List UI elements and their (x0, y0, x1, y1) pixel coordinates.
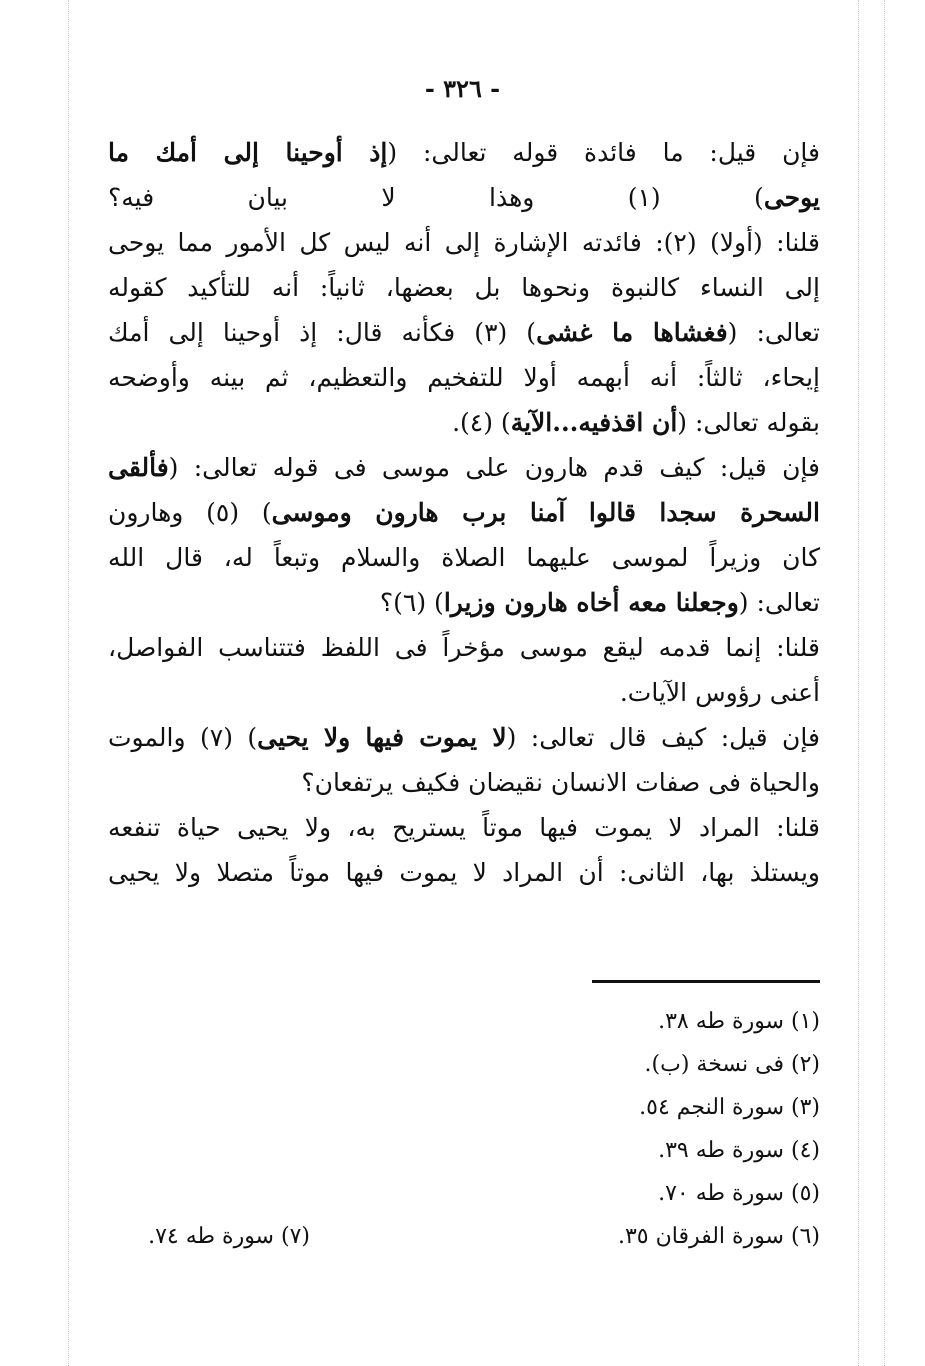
text-line: قلنا: (أولا) (٢): فائدته الإشارة إلى أنه ليس كل الأمور مما يوحى (108, 228, 820, 257)
footnote: (٥) سورة طه ٧٠. (658, 1181, 820, 1206)
text-line: السحرة سجدا قالوا آمنا برب هارون وموسى) (٥) وهارون (108, 498, 820, 527)
text-line: بقوله تعالى: (أن اقذفيه...الآية) (٤). (452, 408, 820, 437)
body-text (108, 130, 820, 895)
text-line: يوحى) (١) وهذا لا بيان فيه؟ (108, 183, 820, 212)
text-line: فإن قيل: كيف قال تعالى: (لا يموت فيها ولا يحيى) (٧) والموت (108, 723, 820, 752)
text-line: إيحاء، ثالثاً: أنه أبهمه أولا للتفخيم والتعظيم، ثم بينه وأوضحه (108, 363, 820, 392)
text-line: قلنا: المراد لا يموت فيها موتاً يستريح به، ولا يحيى حياة تنفعه (108, 813, 820, 842)
text-line: قلنا: إنما قدمه ليقع موسى مؤخراً فى اللفظ فتتناسب الفواصل، (108, 633, 820, 662)
text-line: تعالى: (وجعلنا معه أخاه هارون وزيرا) (٦)؟ (379, 588, 820, 617)
text-line: تعالى: (فغشاها ما غشى) (٣) فكأنه قال: إذ أوحينا إلى أمك (108, 318, 820, 347)
footnote: (١) سورة طه ٣٨. (658, 1009, 820, 1034)
scan-guide-line (858, 0, 859, 1366)
footnote: (٧) سورة طه ٧٤. (148, 1224, 310, 1249)
footnote: (٣) سورة النجم ٥٤. (639, 1095, 820, 1120)
footnote: (٤) سورة طه ٣٩. (658, 1138, 820, 1163)
footnote-separator (592, 980, 820, 983)
text-line: ويستلذ بها، الثانى: أن المراد لا يموت فيها موتاً متصلا ولا يحيى (108, 858, 820, 887)
text-line: أعنى رؤوس الآيات. (619, 678, 820, 707)
footnote: (٦) سورة الفرقان ٣٥. (617, 1224, 820, 1249)
text-line: والحياة فى صفات الانسان نقيضان فكيف يرتفعان؟ (301, 768, 820, 797)
page-number: - ٣٢٦ - (424, 74, 501, 103)
scan-guide-line (68, 0, 69, 1366)
text-line: كان وزيراً لموسى عليهما الصلاة والسلام وتبعاً له، قال الله (108, 543, 820, 572)
footnote: (٢) فى نسخة (ب). (644, 1052, 820, 1077)
text-line: فإن قيل: كيف قدم هارون على موسى فى قوله تعالى: (فألقى (108, 453, 820, 482)
text-line: إلى النساء كالنبوة ونحوها بل بعضها، ثانياً: أنه للتأكيد كقوله (108, 273, 820, 302)
scan-guide-line (884, 0, 885, 1366)
text-line: فإن قيل: ما فائدة قوله تعالى: (إذ أوحينا إلى أمك ما (108, 138, 820, 167)
footnotes (560, 1000, 820, 1258)
